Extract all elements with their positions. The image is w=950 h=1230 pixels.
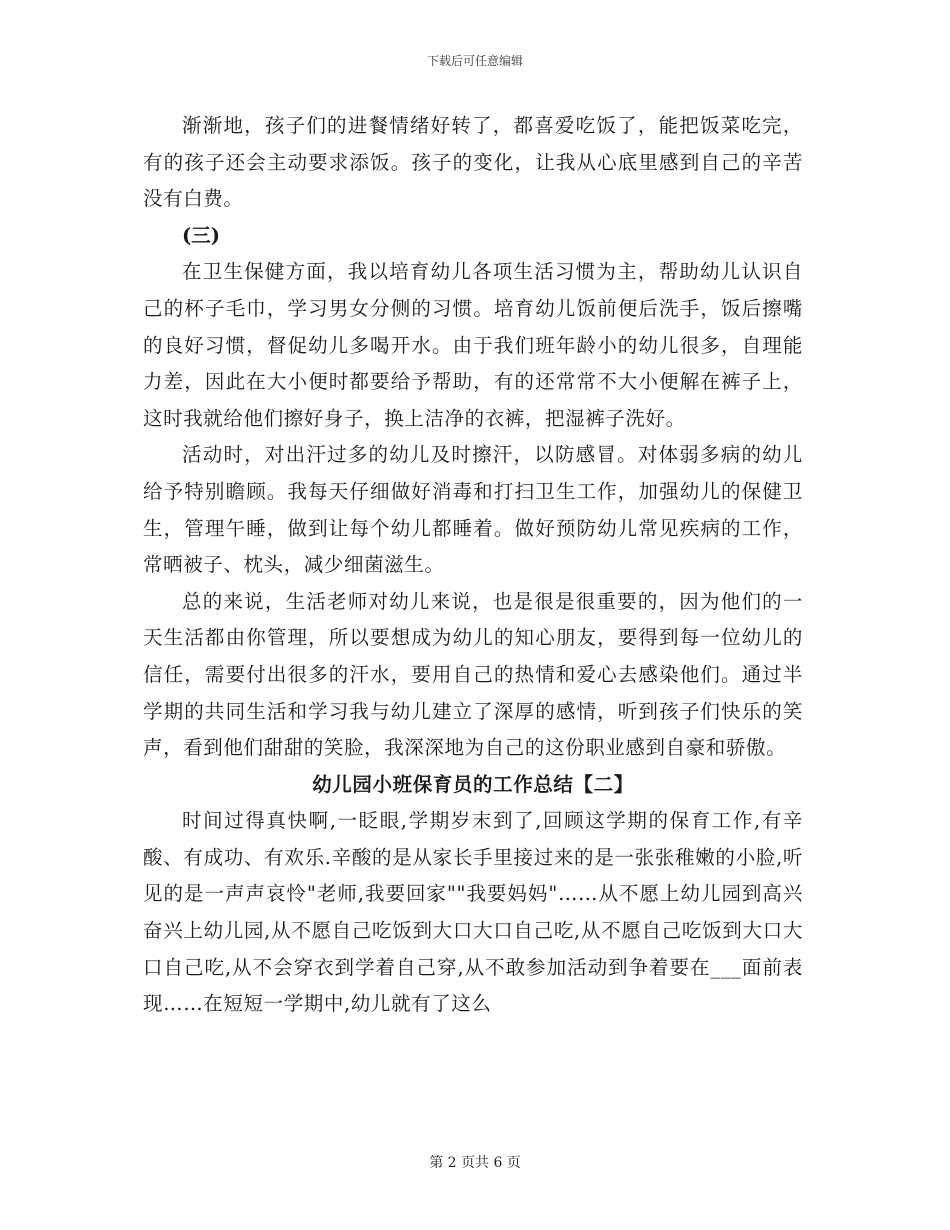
- section-marker-three: (三): [182, 223, 220, 247]
- paragraph-hygiene: 在卫生保健方面，我以培育幼儿各项生活习惯为主，帮助幼儿认识自己的杯子毛巾，学习男女分侧的习惯。培育幼儿饭前便后洗手，饭后擦嘴的良好习惯，督促幼儿多喝开水。由于我们班年龄小的幼儿很多，自理能力差，因此在大小便时都要给予帮助，有的还常常不大小便解在裤子上，这时我就给他们擦好身子，换上洁净的衣裤，把湿裤子洗好。: [143, 260, 803, 430]
- page-header: 下载后可任意编辑: [426, 54, 523, 68]
- document-body: [143, 108, 803, 1023]
- paragraph-time-passes: 时间过得真快啊,一眨眼,学期岁末到了,回顾这学期的保育工作,有辛酸、有成功、有欢乐.辛酸的是从家长手里接过来的是一张张稚嫩的小脸,听见的是一声声哀怜"老师,我要回家""我要妈妈"……从不愿上幼儿园到高兴奋兴上幼儿园,从不愿自己吃饭到大口大口自己吃,从不愿自己吃饭到大口大口自己吃,从不会穿衣到学着自己穿,从不敢参加活动到争着要在___面前表现……在短短一学期中,幼儿就有了这么: [143, 809, 803, 1016]
- paragraph-eating: 渐渐地，孩子们的进餐情绪好转了，都喜爱吃饭了，能把饭菜吃完，有的孩子还会主动要求添饭。孩子的变化，让我从心底里感到自己的辛苦没有白费。: [143, 114, 803, 211]
- paragraph-activities: 活动时，对出汗过多的幼儿及时擦汗，以防感冒。对体弱多病的幼儿给予特别瞻顾。我每天仔细做好消毒和打扫卫生工作，加强幼儿的保健卫生，管理午睡，做到让每个幼儿都睡着。做好预防幼儿常见疾病的工作，常晒被子、枕头，减少细菌滋生。: [143, 443, 803, 577]
- page-footer: 第 2 页共 6 页: [429, 1155, 521, 1171]
- paragraph-summary: 总的来说，生活老师对幼儿来说，也是很是很重要的，因为他们的一天生活都由你管理，所以要想成为幼儿的知心朋友，要得到每一位幼儿的信任，需要付出很多的汗水，要用自己的热情和爱心去感染他们。通过半学期的共同生活和学习我与幼儿建立了深厚的感情，听到孩子们快乐的笑声，看到他们甜甜的笑脸，我深深地为自己的这份职业感到自豪和骄傲。: [143, 589, 803, 760]
- section-title-two: 幼儿园小班保育员的工作总结【二】: [312, 772, 634, 796]
